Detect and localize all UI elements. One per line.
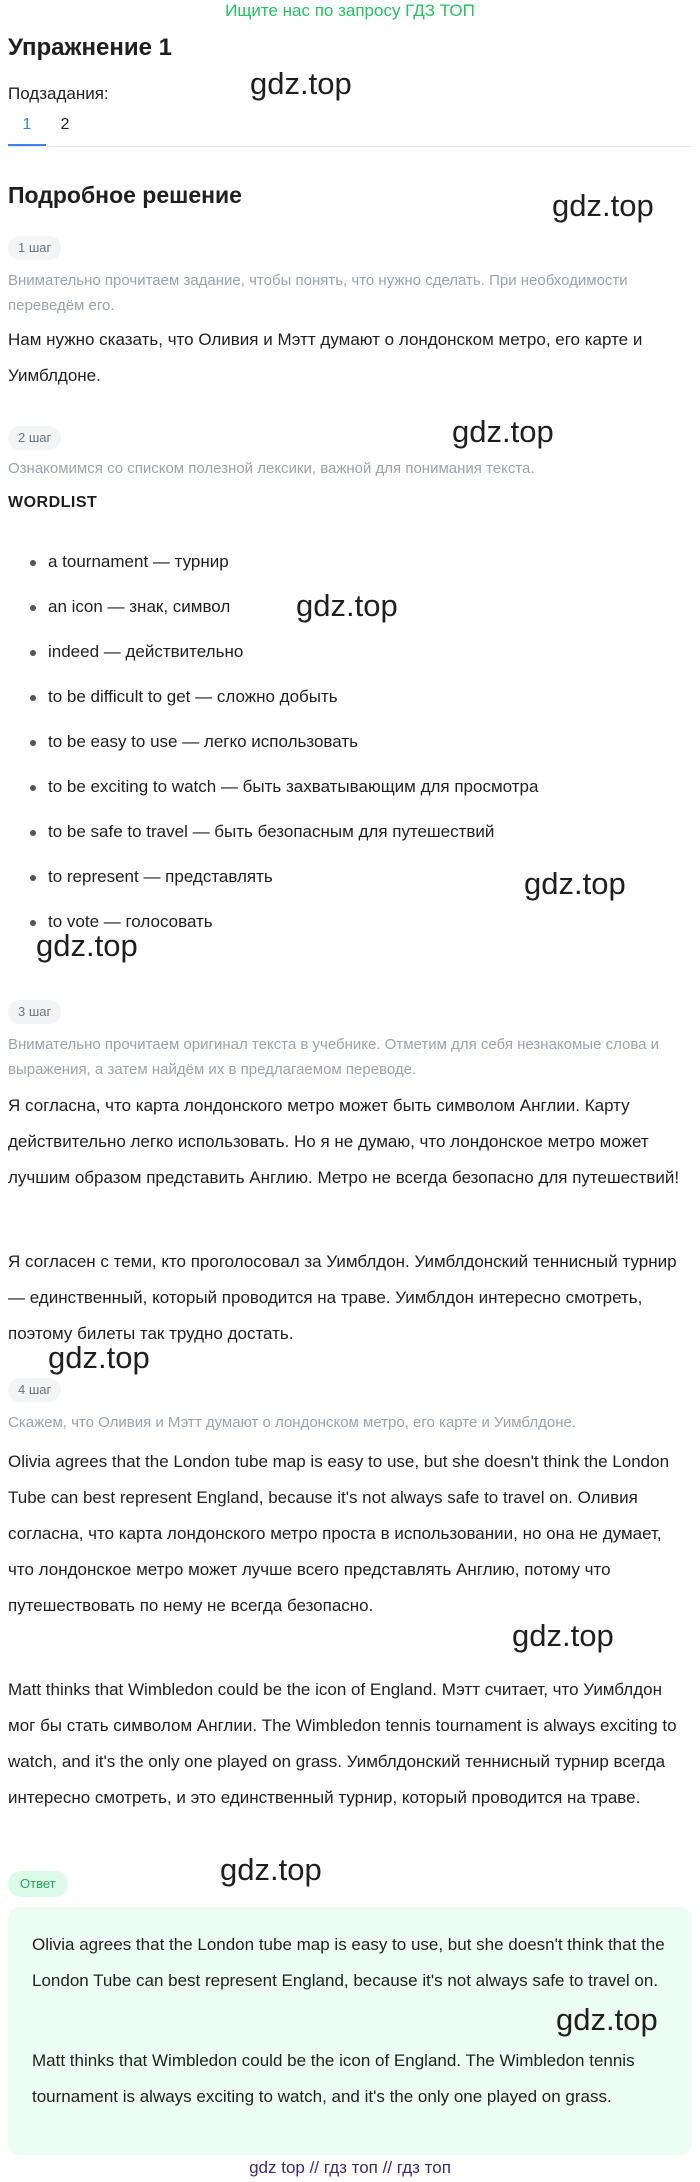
wordlist-heading: WORDLIST <box>8 494 98 511</box>
step-paragraph: Я согласна, что карта лондонского метро может быть символом Англии. Карту действительно легко использовать. Но я не думаю, что лондонское метро может лучшим образом представить Англию. Метро не всегда безопасно для путешествий! <box>8 1096 680 1187</box>
list-item <box>8 765 688 810</box>
subtask-tabs <box>8 113 84 146</box>
list-item-text: indeed — действительно <box>48 642 244 661</box>
list-item <box>8 540 688 585</box>
bullet-icon <box>30 740 36 746</box>
footer-links: gdz top // гдз топ // гдз топ <box>249 2158 451 2177</box>
watermark-text: gdz.top <box>250 66 352 101</box>
divider <box>8 146 692 147</box>
step-badge: 3 шаг <box>8 1000 61 1024</box>
watermark-text: gdz.top <box>220 1852 322 1887</box>
step-hint: Скажем, что Оливия и Мэтт думают о лондонском метро, его карте и Уимблдоне. <box>8 1414 576 1431</box>
watermark-text: gdz.top <box>524 866 626 901</box>
list-item-text: an icon — знак, символ <box>48 597 231 616</box>
bullet-icon <box>30 920 36 926</box>
list-item <box>8 675 688 720</box>
bullet-icon <box>30 650 36 656</box>
bullet-icon <box>30 605 36 611</box>
tab-subtask-1[interactable]: 1 <box>8 113 46 146</box>
list-item-text: a tournament — турнир <box>48 552 229 571</box>
bullet-icon <box>30 875 36 881</box>
bullet-icon <box>30 830 36 836</box>
step-badge: 1 шаг <box>8 236 61 260</box>
search-banner: Ищите нас по запросу ГДЗ ТОП <box>225 1 475 20</box>
list-item-text: to be easy to use — легко использовать <box>48 732 358 751</box>
list-item <box>8 720 688 765</box>
step-hint: Ознакомимся со списком полезной лексики, важной для понимания текста. <box>8 460 535 477</box>
watermark-text: gdz.top <box>48 1340 150 1375</box>
answer-paragraph: Matt thinks that Wimbledon could be the icon of England. The Wimbledon tennis tournament is always exciting to watch, and it's the only one played on grass. <box>32 2051 635 2106</box>
step-badge: 2 шаг <box>8 426 61 450</box>
watermark-text: gdz.top <box>512 1618 614 1653</box>
bullet-icon <box>30 695 36 701</box>
bullet-icon <box>30 560 36 566</box>
answer-paragraph: Olivia agrees that the London tube map is easy to use, but she doesn't think that the London Tube can best represent England, because it's not always safe to travel on. <box>32 1935 665 1990</box>
list-item <box>8 630 688 675</box>
list-item-text: to represent — представлять <box>48 867 273 886</box>
step-paragraph: Нам нужно сказать, что Оливия и Мэтт думают о лондонском метро, его карте и Уимблдоне. <box>8 330 643 385</box>
list-item-text: to be safe to travel — быть безопасным для путешествий <box>48 822 495 841</box>
list-item-text: to be exciting to watch — быть захватывающим для просмотра <box>48 777 539 796</box>
page-title: Упражнение 1 <box>8 34 172 61</box>
watermark-text: gdz.top <box>36 928 138 963</box>
watermark-text: gdz.top <box>556 2002 658 2037</box>
subtasks-label: Подзадания: <box>8 84 109 103</box>
step-paragraph: Я согласен с теми, кто проголосовал за Уимблдон. Уимблдонский теннисный турнир — единственный, который проводится на траве. Уимблдон интересно смотреть, поэтому билеты так трудно достать. <box>8 1252 677 1343</box>
step-hint: Внимательно прочитаем оригинал текста в учебнике. Отметим для себя незнакомые слова и выражения, а затем найдём их в предлагаемом переводе. <box>8 1036 660 1078</box>
bullet-icon <box>30 785 36 791</box>
answer-badge: Ответ <box>8 1871 68 1897</box>
step-paragraph: Matt thinks that Wimbledon could be the icon of England. Мэтт считает, что Уимблдон мог бы стать символом Англии. The Wimbledon tennis tournament is always exciting to watch, and it's the only one played on grass. Уимблдонский теннисный турнир всегда интересно смотреть, и это единственный турнир, который проводится на траве. <box>8 1680 677 1807</box>
list-item-text: to vote — голосовать <box>48 912 213 931</box>
solution-title: Подробное решение <box>8 182 242 208</box>
step-badge: 4 шаг <box>8 1378 61 1402</box>
step-hint: Внимательно прочитаем задание, чтобы понять, что нужно сделать. При необходимости переведём его. <box>8 272 628 314</box>
list-item-text: to be difficult to get — сложно добыть <box>48 687 338 706</box>
watermark-text: gdz.top <box>452 414 554 449</box>
step-paragraph: Olivia agrees that the London tube map is easy to use, but she doesn't think the London Tube can best represent England, because it's not always safe to travel on. Оливия согласна, что карта лондонского метро проста в использовании, но она не думает, что лондонское метро может лучше всего представлять Англию, потому что путешествовать по нему не всегда безопасно. <box>8 1452 670 1615</box>
watermark-text: gdz.top <box>296 588 398 623</box>
tab-subtask-2[interactable]: 2 <box>60 116 70 133</box>
watermark-text: gdz.top <box>552 188 654 223</box>
list-item <box>8 810 688 855</box>
